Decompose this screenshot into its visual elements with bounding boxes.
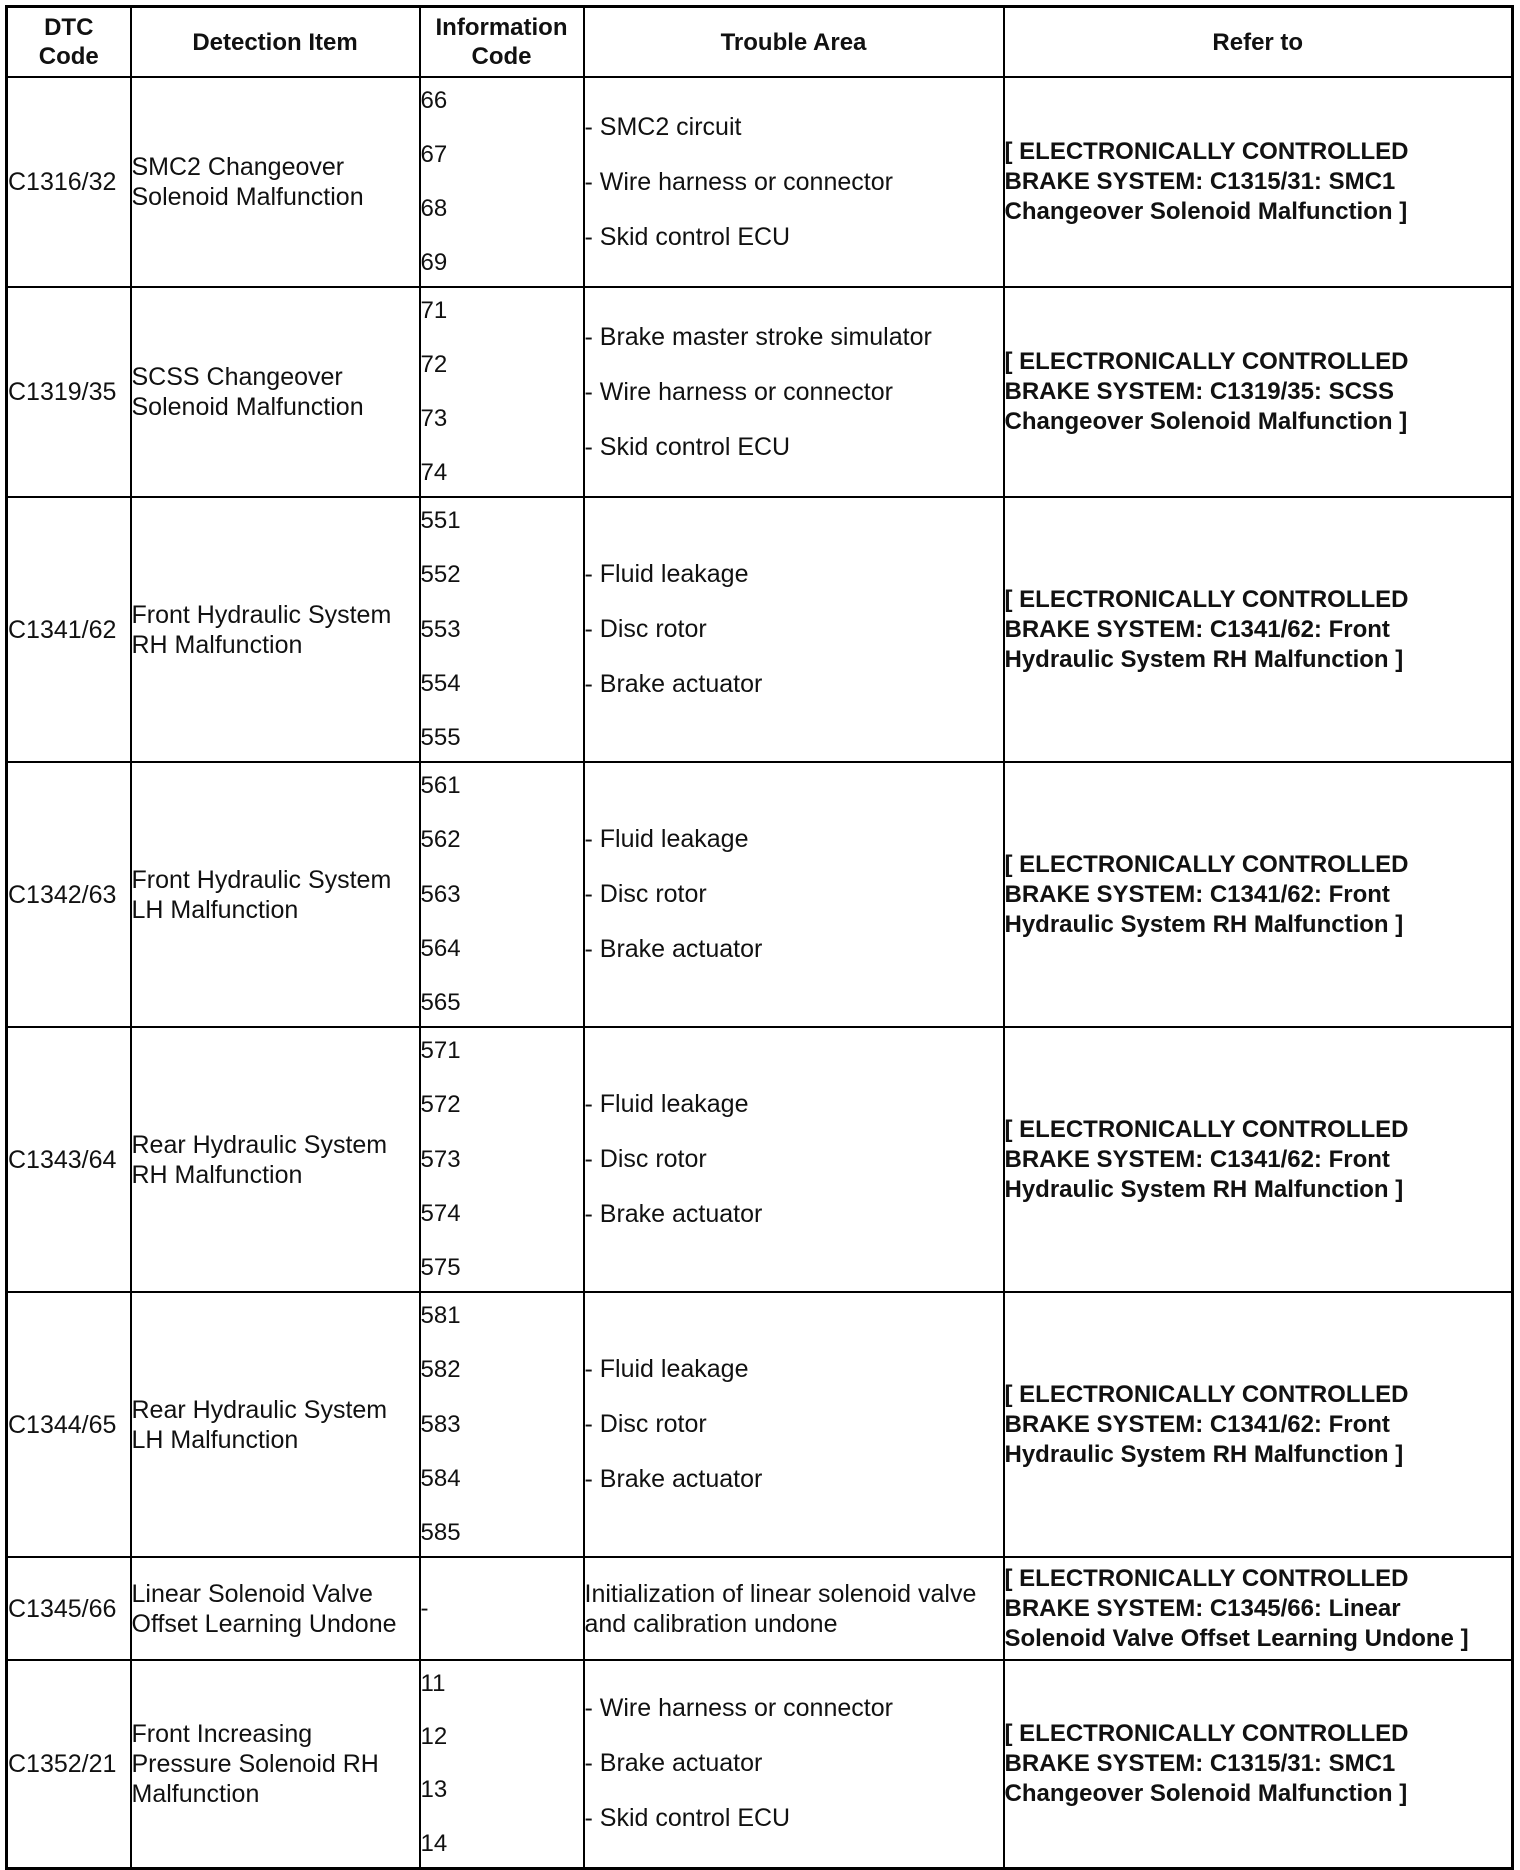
refer-to-cell [1004, 762, 1513, 1027]
dtc-code-cell: C1343/64 [7, 1027, 131, 1292]
detection-item-cell: Front Hydraulic System LH Malfunction [131, 762, 420, 1027]
information-code: 553 [420, 615, 461, 643]
refer-to-cell [1004, 1292, 1513, 1557]
information-code: 581 [420, 1302, 461, 1329]
trouble-area-item: - Skid control ECU [584, 432, 791, 461]
table-row [7, 497, 1513, 762]
trouble-area-item: - Skid control ECU [584, 222, 791, 251]
information-code-list [421, 297, 583, 487]
dtc-code-cell: C1316/32 [7, 77, 131, 287]
trouble-area-item: - SMC2 circuit [584, 112, 742, 141]
information-code-cell [420, 762, 584, 1027]
information-code-list [421, 87, 583, 277]
information-code: 554 [420, 669, 461, 697]
information-code-cell [420, 1557, 584, 1660]
information-code-list [421, 1670, 583, 1858]
trouble-area-cell [584, 287, 1004, 497]
information-code: - [420, 1594, 429, 1622]
refer-to-line: [ ELECTRONICALLY CONTROLLED [1004, 1380, 1409, 1408]
refer-to-cell [1004, 1027, 1513, 1292]
refer-to-cell [1004, 77, 1513, 287]
information-code: 551 [420, 507, 461, 534]
refer-to-cell [1004, 287, 1513, 497]
information-code: 12 [420, 1723, 448, 1751]
table-row [7, 287, 1513, 497]
information-code-list [421, 1302, 583, 1547]
refer-to-line: BRAKE SYSTEM: C1341/62: Front [1004, 615, 1390, 643]
trouble-area-item: - Disc rotor [584, 880, 707, 908]
table-row [7, 762, 1513, 1027]
information-code: 583 [420, 1410, 461, 1438]
header-row [7, 7, 1513, 78]
trouble-area-cell [584, 762, 1004, 1027]
information-code: 73 [420, 405, 448, 432]
information-code-cell [420, 497, 584, 762]
information-code-list [421, 507, 583, 752]
refer-to-cell [1004, 1557, 1513, 1660]
refer-to-line: BRAKE SYSTEM: C1319/35: SCSS [1004, 378, 1394, 405]
trouble-area-item: - Wire harness or connector [584, 1694, 893, 1723]
trouble-area-item: - Brake actuator [584, 935, 763, 963]
information-code: 552 [420, 561, 461, 589]
dtc-code-cell: C1352/21 [7, 1660, 131, 1868]
trouble-area-list [585, 547, 1003, 712]
refer-to-line: [ ELECTRONICALLY CONTROLLED [1004, 850, 1409, 878]
trouble-area-item: - Disc rotor [584, 1410, 707, 1438]
refer-to-line: Hydraulic System RH Malfunction ] [1004, 1175, 1404, 1203]
table-row [7, 1660, 1513, 1868]
refer-to-cell [1004, 1660, 1513, 1868]
refer-to-line: Hydraulic System RH Malfunction ] [1004, 1440, 1404, 1468]
header-refer-to: Refer to [1004, 7, 1513, 78]
trouble-area-item: - Brake actuator [584, 1465, 763, 1493]
information-code: 71 [420, 297, 448, 324]
detection-item-cell: Front Hydraulic System RH Malfunction [131, 497, 420, 762]
refer-to-cell [1004, 497, 1513, 762]
dtc-table [5, 5, 1514, 1870]
refer-to-line: Solenoid Valve Offset Learning Undone ] [1004, 1624, 1469, 1652]
information-code: 562 [420, 826, 461, 854]
refer-to-line: [ ELECTRONICALLY CONTROLLED [1004, 1719, 1409, 1747]
dtc-code-cell: C1319/35 [7, 287, 131, 497]
trouble-area-cell [584, 1660, 1004, 1868]
refer-to-line: BRAKE SYSTEM: C1315/31: SMC1 [1004, 168, 1396, 195]
information-code: 72 [420, 351, 448, 378]
dtc-code-cell: C1345/66 [7, 1557, 131, 1660]
dtc-code-cell: C1342/63 [7, 762, 131, 1027]
detection-item-cell: Rear Hydraulic System RH Malfunction [131, 1027, 420, 1292]
refer-to-line: [ ELECTRONICALLY CONTROLLED [1004, 348, 1409, 375]
information-code: 585 [420, 1519, 461, 1546]
information-code-list [421, 1595, 583, 1623]
information-code: 571 [420, 1037, 461, 1064]
information-code: 561 [420, 772, 461, 799]
trouble-area-cell [584, 77, 1004, 287]
trouble-area-cell: Initialization of linear solenoid valve and calibration undone [584, 1557, 1004, 1660]
trouble-area-item: - Disc rotor [584, 1145, 707, 1173]
information-code: 555 [420, 724, 461, 751]
table-row [7, 77, 1513, 287]
trouble-area-item: - Brake actuator [584, 1200, 763, 1228]
detection-item-cell: SMC2 Changeover Solenoid Malfunction [131, 77, 420, 287]
information-code: 69 [420, 249, 448, 276]
information-code-list [421, 772, 583, 1017]
refer-to-line: BRAKE SYSTEM: C1315/31: SMC1 [1004, 1749, 1396, 1777]
information-code: 66 [420, 87, 448, 114]
information-code: 563 [420, 880, 461, 908]
detection-item-cell: Front Increasing Pressure Solenoid RH Malfunction [131, 1660, 420, 1868]
trouble-area-cell [584, 497, 1004, 762]
header-dtc-code: DTC Code [7, 7, 131, 78]
trouble-area-item: - Disc rotor [584, 615, 707, 643]
information-code-cell [420, 1027, 584, 1292]
refer-to-line: [ ELECTRONICALLY CONTROLLED [1004, 585, 1409, 613]
information-code: 582 [420, 1356, 461, 1384]
information-code-list [421, 1037, 583, 1282]
header-detection-item: Detection Item [131, 7, 420, 78]
trouble-area-item: - Fluid leakage [584, 825, 749, 853]
information-code: 67 [420, 141, 448, 168]
table-body [7, 77, 1513, 1868]
refer-to-line: Changeover Solenoid Malfunction ] [1004, 408, 1408, 435]
trouble-area-list [585, 1342, 1003, 1507]
trouble-area-item: - Fluid leakage [584, 1090, 749, 1118]
refer-to-line: Changeover Solenoid Malfunction ] [1004, 198, 1408, 225]
information-code: 574 [420, 1199, 461, 1227]
information-code: 14 [420, 1829, 448, 1857]
refer-to-line: BRAKE SYSTEM: C1345/66: Linear [1004, 1594, 1401, 1622]
information-code: 573 [420, 1145, 461, 1173]
refer-to-line: BRAKE SYSTEM: C1341/62: Front [1004, 880, 1390, 908]
detection-item-cell: Rear Hydraulic System LH Malfunction [131, 1292, 420, 1557]
information-code: 572 [420, 1091, 461, 1119]
refer-to-line: Hydraulic System RH Malfunction ] [1004, 645, 1404, 673]
trouble-area-item: - Brake master stroke simulator [584, 322, 932, 351]
information-code-cell [420, 1660, 584, 1868]
trouble-area-cell [584, 1027, 1004, 1292]
information-code: 584 [420, 1464, 461, 1492]
detection-item-cell: Linear Solenoid Valve Offset Learning Undone [131, 1557, 420, 1660]
dtc-code-cell: C1344/65 [7, 1292, 131, 1557]
trouble-area-list [585, 310, 1003, 475]
refer-to-line: [ ELECTRONICALLY CONTROLLED [1004, 138, 1409, 165]
information-code: 564 [420, 934, 461, 962]
table-row [7, 1557, 1513, 1660]
table-row [7, 1292, 1513, 1557]
trouble-area-item: - Brake actuator [584, 1749, 763, 1778]
trouble-area-list [585, 1681, 1003, 1846]
refer-to-line: BRAKE SYSTEM: C1341/62: Front [1004, 1410, 1390, 1438]
refer-to-line: Hydraulic System RH Malfunction ] [1004, 910, 1404, 938]
information-code-cell [420, 287, 584, 497]
trouble-area-item: - Skid control ECU [584, 1804, 791, 1833]
trouble-area-list [585, 100, 1003, 265]
trouble-area-cell [584, 1292, 1004, 1557]
information-code: 565 [420, 989, 461, 1016]
refer-to-line: Changeover Solenoid Malfunction ] [1004, 1779, 1408, 1807]
information-code: 68 [420, 195, 448, 222]
trouble-area-item: - Wire harness or connector [584, 377, 893, 406]
information-code-cell [420, 77, 584, 287]
information-code-cell [420, 1292, 584, 1557]
trouble-area-item: - Brake actuator [584, 670, 763, 698]
dtc-code-cell: C1341/62 [7, 497, 131, 762]
information-code: 11 [420, 1669, 446, 1697]
header-information-code: Information Code [420, 7, 584, 78]
refer-to-line: BRAKE SYSTEM: C1341/62: Front [1004, 1145, 1390, 1173]
information-code: 13 [420, 1776, 448, 1804]
information-code: 74 [420, 459, 448, 486]
refer-to-line: [ ELECTRONICALLY CONTROLLED [1004, 1564, 1409, 1592]
trouble-area-item: - Fluid leakage [584, 560, 749, 588]
header-trouble-area: Trouble Area [584, 7, 1004, 78]
table-row [7, 1027, 1513, 1292]
refer-to-line: [ ELECTRONICALLY CONTROLLED [1004, 1115, 1409, 1143]
trouble-area-item: - Fluid leakage [584, 1355, 749, 1383]
detection-item-cell: SCSS Changeover Solenoid Malfunction [131, 287, 420, 497]
trouble-area-item: - Wire harness or connector [584, 167, 893, 196]
trouble-area-list [585, 1077, 1003, 1242]
information-code: 575 [420, 1254, 461, 1281]
trouble-area-list [585, 812, 1003, 977]
